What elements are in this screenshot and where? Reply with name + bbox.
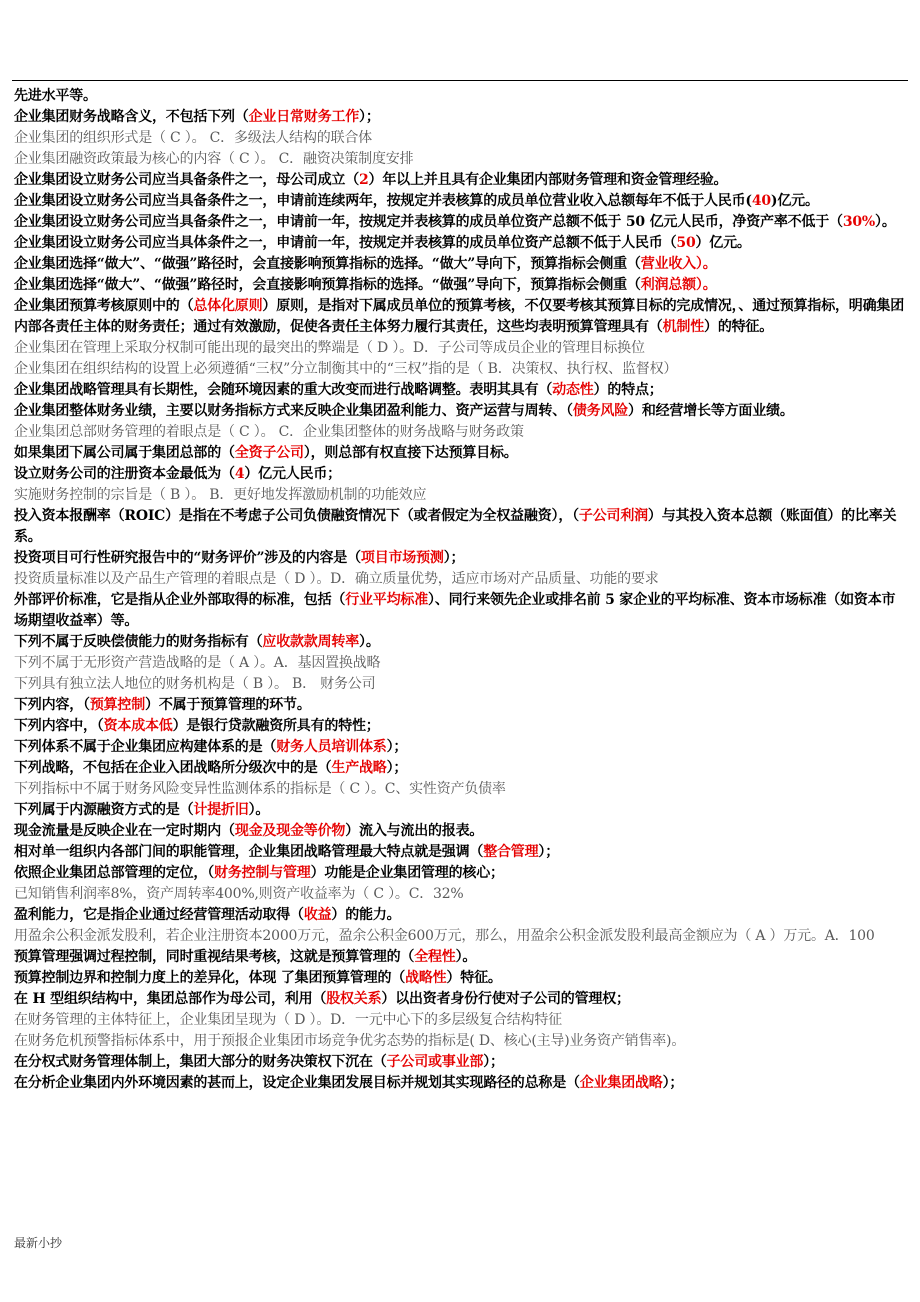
text-line [14,926,908,947]
question-text: 企业集团设立财务公司应当具备条件之一，申请前连续两年，按规定并表核算的成员单位营业收入总额每年不低于人民币( [14,193,752,209]
question-text: 依照企业集团总部管理的定位，（ [14,865,214,881]
question-text: 下列属于内源融资方式的是（ [14,802,194,818]
question-text: ）不属于预算管理的环节。 [145,697,311,713]
text-line [14,1031,908,1052]
question-text: ）； [538,844,560,860]
question-text: ）、同行来领先企业或排名前 5 家企业的平均标准、资本市场标准（如资本市场期望收益率）等。 [14,592,896,629]
question-text: 企业集团设立财务公司应当具体条件之一，申请前一年，按规定并表核算的成员单位资产总额不低于人民币（ [14,235,677,251]
text-line [14,884,908,905]
question-text: 企业集团选择“做大”、“做强”路径时，会直接影响预算指标的选择。“做强”导向下，预算指标会侧重（ [14,277,641,293]
question-text: 投资质量标准以及产品生产管理的着眼点是（ D ）。D．确立质量优势，适应市场对产品质量、功能的要求 [14,571,659,587]
text-line [14,359,908,380]
question-text: ）的特征。 [704,319,774,335]
text-line [14,758,908,779]
text-line [14,485,908,506]
question-text: 在财务管理的主体特征上，企业集团呈现为（ D ）。D．一元中心下的多层级复合结构特征 [14,1012,562,1028]
text-line [14,86,908,107]
text-line [14,107,908,128]
text-line [14,443,908,464]
question-text: 企业集团战略管理具有长期性，会随环境因素的重大改变而进行战略调整。表明其具有（ [14,382,553,398]
top-rule [12,80,908,81]
answer-text: 40 [751,193,771,209]
answer-text: 战略性 [405,970,447,986]
question-text: ）以出资者身份行使对子公司的管理权； [381,991,630,1007]
question-text: 下列具有独立法人地位的财务机构是（ B ）。 B． 财务公司 [14,676,376,692]
question-text: ）； [443,550,465,566]
question-text: 预算控制边界和控制力度上的差异化，体现 了集团预算管理的（ [14,970,406,986]
question-text: ）。 [248,802,270,818]
text-line [14,506,908,548]
text-line [14,548,908,569]
text-line [14,632,908,653]
question-text: ）。 [359,634,380,650]
text-line [14,905,908,926]
answer-text: 机制性 [662,319,705,335]
text-line [14,338,908,359]
question-text: 如果集团下属公司属于集团总部的（ [14,445,235,461]
question-text: ）原则，是指对下属成员单位的预算考核，不仅要考核其预算目标的完成情况，、通过预算指标，明确集团内部各责任主体的财务责任；通过有效激励，促使各责任主体努力履行其责任，这些均表明预算管理具有（ [14,298,905,335]
answer-text: 行业平均标准 [345,592,429,608]
question-text: ）亿元。 [695,235,751,251]
question-text: ）； [483,1054,504,1070]
text-line [14,989,908,1010]
question-text: 在财务危机预警指标体系中，用于预报企业集团市场竞争优劣态势的指标是( D、核心(主导)业务资产销售率)。 [14,1033,686,1049]
question-text: 企业集团财务战略含义，不包括下列（ [14,109,249,125]
text-line [14,821,908,842]
question-text: 企业集团总部财务管理的着眼点是（ C ）。 C．企业集团整体的财务战略与财务政策 [14,424,524,440]
question-text: ）和经营增长等方面业绩。 [628,403,794,419]
question-text: 企业集团在管理上采取分权制可能出现的最突出的弊端是（ D ）。D．子公司等成员企业的管理目标换位 [14,340,645,356]
text-line [14,1052,908,1073]
question-text: 投入资本报酬率（ROIC）是指在不考虑子公司负债融资情况下（或者假定为全权益融资），（ [14,508,579,524]
text-line [14,590,908,632]
question-text: ）； [386,739,408,755]
question-text: 下列体系不属于企业集团应构建体系的是（ [14,739,277,755]
question-text: ）； [662,1075,684,1091]
question-text: 下列指标中不属于财务风险变异性监测体系的指标是（ C ）。C、实性资产负债率 [14,781,506,797]
text-line [14,737,908,758]
question-text: 企业集团融资政策最为核心的内容（ C ）。 C．融资决策制度安排 [14,151,414,167]
answer-text: 利润总额）。 [640,277,717,293]
question-text: ）； [359,109,380,125]
question-text: ）的能力。 [331,907,401,923]
answer-text: 整合管理 [483,844,539,860]
question-text: ）与其投入资本总额（账面值）的比率关系。 [14,508,897,545]
answer-text: 2 [359,172,369,188]
question-text: 企业集团预算考核原则中的（ [14,298,194,314]
answer-text: 总体化原则 [193,298,263,314]
answer-text: 50 [676,235,696,251]
answer-text: 收益 [303,907,332,923]
text-line [14,674,908,695]
text-line [14,779,908,800]
text-line [14,1073,908,1094]
question-text: 企业集团在组织结构的设置上必须遵循“三权”分立制衡其中的“三权”指的是（ B．决策权、执行权、监督权） [14,361,678,377]
question-text: 企业集团设立财务公司应当具备条件之一，母公司成立（ [14,172,359,188]
question-text: ）； [386,760,408,776]
question-text: 企业集团设立财务公司应当具备条件之一，申请前一年，按规定并表核算的成员单位资产总额不低于 50 亿元人民币，净资产率不低于（ [14,214,843,230]
text-line [14,464,908,485]
answer-text: 子公司或事业部 [386,1054,484,1070]
question-text: ）的特点； [593,382,663,398]
text-line [14,968,908,989]
answer-text: 全资子公司 [234,445,304,461]
text-line [14,170,908,191]
question-text: 实施财务控制的宗旨是（ B ）。 B．更好地发挥激励机制的功能效应 [14,487,427,503]
question-text: 下列战略，不包括在企业入团战略所分级次中的是（ [14,760,332,776]
question-text: 现金流量是反映企业在一定时期内（ [14,823,235,839]
answer-text: 4 [234,466,245,482]
text-line [14,653,908,674]
answer-text: 营业收入）。 [640,256,717,272]
answer-text: 财务控制与管理 [214,865,311,881]
answer-text: 企业日常财务工作 [248,109,360,125]
question-text: 企业集团整体财务业绩，主要以财务指标方式来反映企业集团盈利能力、资产运营与周转、（ [14,403,573,419]
text-line [14,947,908,968]
question-text: )亿元。 [770,193,819,209]
question-text: ）功能是企业集团管理的核心； [310,865,504,881]
text-line [14,800,908,821]
answer-text: 现金及现金等价物 [234,823,346,839]
answer-text: 预算控制 [89,697,146,713]
question-text: 在分析企业集团内外环境因素的甚而上，设定企业集团发展目标并规划其实现路径的总称是（ [14,1075,580,1091]
text-line [14,275,908,296]
question-text: ），则总部有权直接下达预算目标。 [303,445,518,461]
text-line [14,695,908,716]
answer-text: 应收款款周转率 [262,634,360,650]
text-line [14,191,908,212]
text-line [14,254,908,275]
answer-text: 生产战略 [331,760,387,776]
question-text: 相对单一组织内各部门间的职能管理，企业集团战略管理最大特点就是强调（ [14,844,484,860]
question-text: ）流入与流出的报表。 [345,823,484,839]
question-text: 在分权式财务管理体制上，集团大部分的财务决策权下沉在（ [14,1054,387,1070]
document-body [14,86,908,1094]
text-line [14,842,908,863]
question-text: ）年以上并且具有企业集团内部财务管理和资金管理经验。 [368,172,728,188]
question-text: 在 H 型组织结构中，集团总部作为母公司，利用（ [14,991,327,1007]
answer-text: 资本成本低 [103,718,173,734]
text-line [14,149,908,170]
text-line [14,1010,908,1031]
question-text: 设立财务公司的注册资本金最低为（ [14,466,235,482]
question-text: ）。 [875,214,896,230]
answer-text: 企业集团战略 [579,1075,663,1091]
question-text: 下列内容，（ [14,697,90,713]
text-line [14,716,908,737]
text-line [14,380,908,401]
answer-text: 子公司利润 [578,508,648,524]
answer-text: 动态性 [552,382,594,398]
answer-text: 项目市场预测 [360,550,444,566]
question-text: ）亿元人民币； [244,466,341,482]
text-line [14,233,908,254]
text-line [14,569,908,590]
answer-text: 财务人员培训体系 [276,739,387,755]
text-line [14,128,908,149]
question-text: 先进水平等。 [14,88,97,104]
text-line [14,212,908,233]
question-text: 外部评价标准，它是指从企业外部取得的标准，包括（ [14,592,346,608]
question-text: 投资项目可行性研究报告中的“财务评价”涉及的内容是（ [14,550,361,566]
text-line [14,422,908,443]
question-text: 下列内容中，（ [14,718,104,734]
text-line [14,401,908,422]
answer-text: 股权关系 [326,991,382,1007]
question-text: 已知销售利润率8%，资产周转率400%,则资产收益率为（ C ）。C．32% [14,886,464,902]
question-text: 下列不属于反映偿债能力的财务指标有（ [14,634,263,650]
question-text: ）是银行贷款融资所具有的特性； [172,718,380,734]
question-text: ）。 [455,949,477,965]
answer-text: 全程性 [414,949,456,965]
text-line [14,863,908,884]
question-text: 用盈余公积金派发股利，若企业注册资本2000万元，盈余公积金600万元，那么，用盈余公积金派发股利最高金额应为（ A ）万元。A．100 [14,928,875,944]
question-text: 下列不属于无形资产营造战略的是（ A ）。A．基因置换战略 [14,655,381,671]
question-text: 企业集团选择“做大”、“做强”路径时，会直接影响预算指标的选择。“做大”导向下，预算指标会侧重（ [14,256,641,272]
answer-text: 30% [842,214,876,230]
question-text: 盈利能力，它是指企业通过经营管理活动取得（ [14,907,304,923]
answer-text: 债务风险 [572,403,629,419]
text-line [14,296,908,338]
answer-text: 计提折旧 [193,802,249,818]
page-footer: 最新小抄 [14,1236,63,1250]
question-text: 预算管理强调过程控制，同时重视结果考核，这就是预算管理的（ [14,949,415,965]
question-text: 企业集团的组织形式是（ C ）。 C．多级法人结构的联合体 [14,130,372,146]
question-text: ）特征。 [446,970,502,986]
